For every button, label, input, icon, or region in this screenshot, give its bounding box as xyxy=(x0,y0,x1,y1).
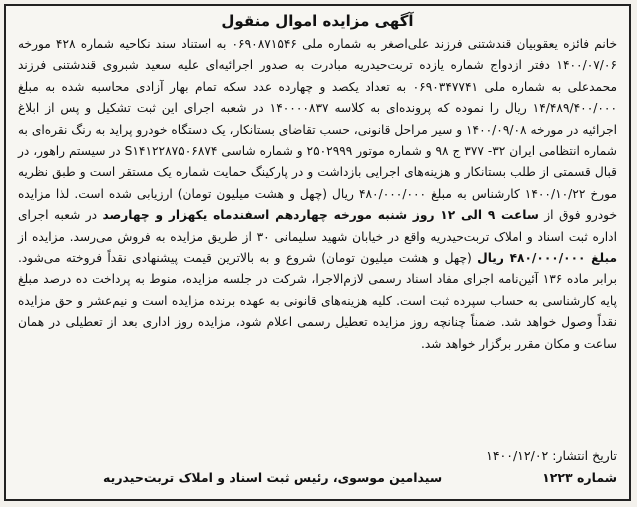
notice-text-1: خانم فائزه یعقوبیان قندشتنی فرزند علی‌اصغر به شماره ملی ۰۶۹۰۸۷۱۵۴۶ به استناد سند نکاحیه شماره ۴۲۸ مورخه ۱۴۰۰/۰۷/۰۶ دفتر ازدواج شماره یازده تربت‌حیدریه مبادرت به صدور اجرائیه‌ای علیه سعید شبروی قندشتنی فرزند محمدعلی به شماره ملی ۰۶۹۰۳۴۷۷۴۱ به تعداد یکصد و چهارده عدد سکه تمام بهار آزادی محاسبه شده به مبلغ ۱۴/۴۸۹/۴۰۰/۰۰۰ ریال را نموده که پرونده‌ای به کلاسه ۱۴۰۰۰۰۸۳۷ در شعبه اجرای این ثبت تشکیل و پس از ابلاغ اجرائیه در مورخه ۱۴۰۰/۰۹/۰۸ و سیر مراحل قانونی، حسب تقاضای بستانکار، یک دستگاه خودرو پراید به رنگ نقره‌ای به شماره انتظامی ایران ۳۲- ۳۷۷ ج ۹۸ و شماره موتور ۲۵۰۲۹۹۹ و شماره شاسی S۱۴۱۲۲۸۷۵۰۶۸۷۴ در سیستم راهور، در قبال قسمتی از طلب بستانکار و هزینه‌های اجرایی بازداشت و در پارکینگ حمایت شماره یک مستقر است و طبق نظریه مورخ ۱۴۰۰/۱۰/۲۲ کارشناس به مبلغ ۴۸۰/۰۰۰/۰۰۰ ریال (چهل و هشت میلیون تومان) ارزیابی شده است. لذا مزایده خودرو فوق از xyxy=(18,37,618,223)
notice-title: آگهی مزایده اموال منقول xyxy=(221,12,414,30)
notice-footer xyxy=(18,445,617,489)
notice-paragraph xyxy=(18,34,617,355)
publish-date: تاریخ انتشار: ۱۴۰۰/۱۲/۰۲ xyxy=(486,448,617,463)
notice-text-3: (چهل و هشت میلیون تومان) شروع و به بالاترین قیمت پیشنهادی نقداً فروخته می‌شود. برابر ماده ۱۳۶ آئین‌نامه اجرای مفاد اسناد رسمی لازم‌الاجرا، شرکت در جلسه مزایده، منوط به پرداخت ده درصد مبلغ پایه کارشناسی به حساب سپرده ثبت است. کلیه هزینه‌های قانونی به عهده برنده مزایده است و نیم‌عشر و حق مزایده نقداً وصول خواهد شد. ضمناً چنانچه روز مزایده تعطیل رسمی اعلام شود، مزایده روز اداری بعد از تعطیلی در همان ساعت و مکان مقرر برگزار خواهد شد. xyxy=(18,251,618,351)
notice-number: شماره ۱۲۲۳ xyxy=(542,470,617,485)
auction-notice xyxy=(4,4,631,501)
notice-body xyxy=(18,34,617,355)
signature: سیدامین موسوی، رئیس ثبت اسناد و املاک تربت‌حیدریه xyxy=(103,470,443,485)
starting-price: مبلغ ۴۸۰/۰۰۰/۰۰۰ ریال xyxy=(477,251,618,266)
notice-text-2: در شعبه اجرای اداره ثبت اسناد و املاک تربت‌حیدریه واقع در خیابان شهید سلیمانی ۳۰ از طریق مزایده به فروش می‌رسد. مزایده از xyxy=(18,208,617,244)
auction-time: ساعت ۹ الی ۱۲ روز شنبه مورخه چهاردهم اسفندماه یکهزار و چهارصد xyxy=(102,208,539,223)
